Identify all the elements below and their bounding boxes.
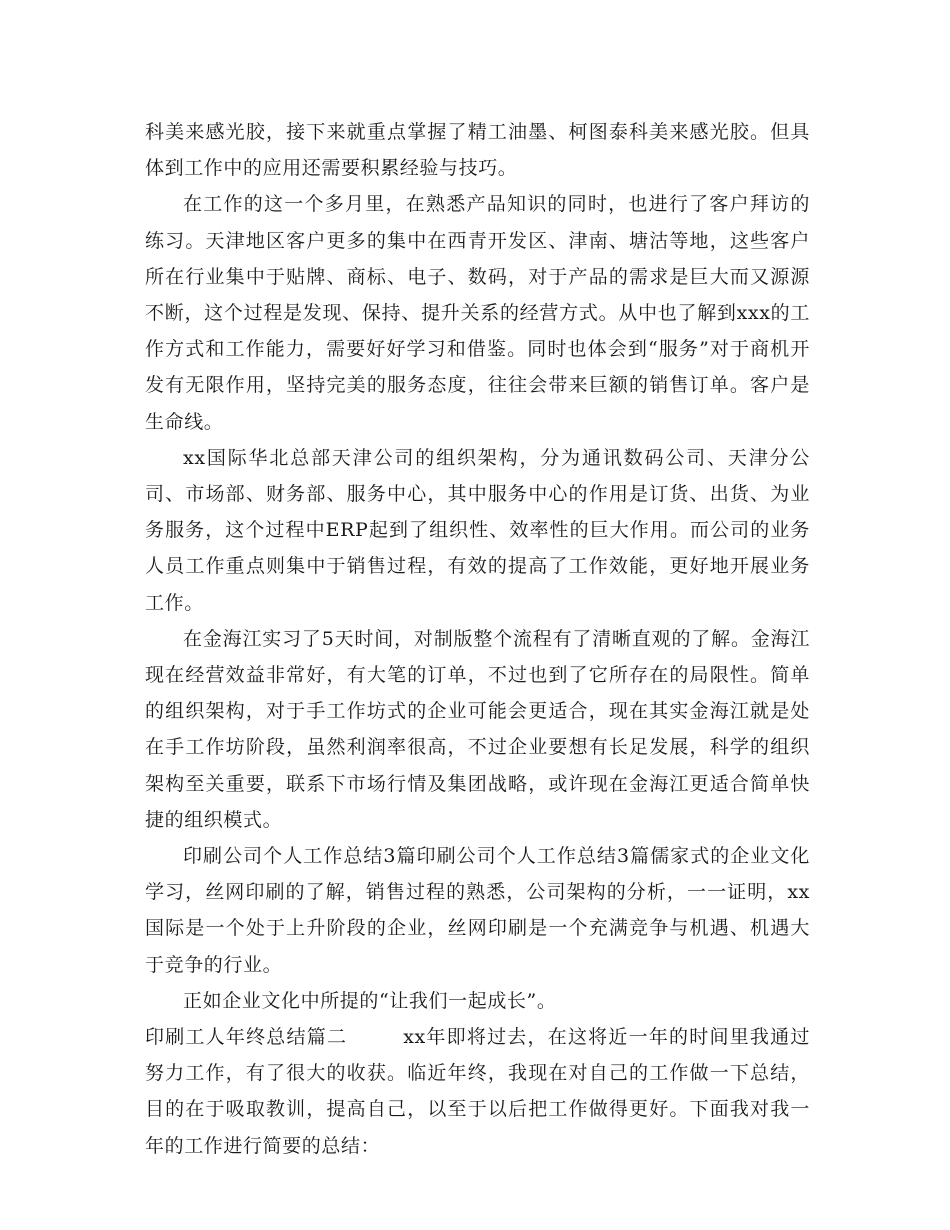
section-two-text: xx年即将过去，在这将近一年的时间里我通过努力工作，有了很大的收获。临近年终，我现在对自己的工作做一下总结，目的在于吸取教训，提高自己，以至于以后把工作做得更好。下面我对我一年的工作进行简要的总结： — [145, 1026, 810, 1157]
section-two-heading: 印刷工人年终总结篇二 — [145, 1026, 348, 1049]
paragraph-5: 印刷公司个人工作总结3篇印刷公司个人工作总结3篇儒家式的企业文化学习，丝网印刷的了解，销售过程的熟悉，公司架构的分析，一一证明，xx国际是一个处于上升阶段的企业，丝网印刷是一个充满竞争与机遇、机遇大于竞争的行业。 — [145, 845, 810, 976]
document-body — [145, 114, 810, 1164]
paragraph-4: 在金海江实习了5天时间，对制版整个流程有了清晰直观的了解。金海江现在经营效益非常好，有大笔的订单，不过也到了它所存在的局限性。简单的组织架构，对于手工作坊式的企业可能会更适合，现在其实金海江就是处在手工作坊阶段，虽然利润率很高，不过企业要想有长足发展，科学的组织架构至关重要，联系下市场行情及集团战略，或许现在金海江更适合简单快捷的组织模式。 — [145, 627, 810, 831]
paragraph-1: 科美来感光胶，接下来就重点掌握了精工油墨、柯图泰科美来感光胶。但具体到工作中的应用还需要积累经验与技巧。 — [145, 121, 810, 180]
paragraph-2: 在工作的这一个多月里，在熟悉产品知识的同时，也进行了客户拜访的练习。天津地区客户更多的集中在西青开发区、津南、塘沽等地，这些客户所在行业集中于贴牌、商标、电子、数码，对于产品的需求是巨大而又源源不断，这个过程是发现、保持、提升关系的经营方式。从中也了解到xxx的工作方式和工作能力，需要好好学习和借鉴。同时也体会到“服务”对于商机开发有无限作用，坚持完美的服务态度，往往会带来巨额的销售订单。客户是生命线。 — [145, 193, 810, 433]
paragraph-3: xx国际华北总部天津公司的组织架构，分为通讯数码公司、天津分公司、市场部、财务部、服务中心，其中服务中心的作用是订货、出货、为业务服务，这个过程中ERP起到了组织性、效率性的巨大作用。而公司的业务人员工作重点则集中于销售过程，有效的提高了工作效能，更好地开展业务工作。 — [145, 446, 810, 614]
paragraph-6: 正如企业文化中所提的“让我们一起成长”。 — [183, 989, 557, 1012]
section-two-paragraph — [145, 1019, 810, 1164]
